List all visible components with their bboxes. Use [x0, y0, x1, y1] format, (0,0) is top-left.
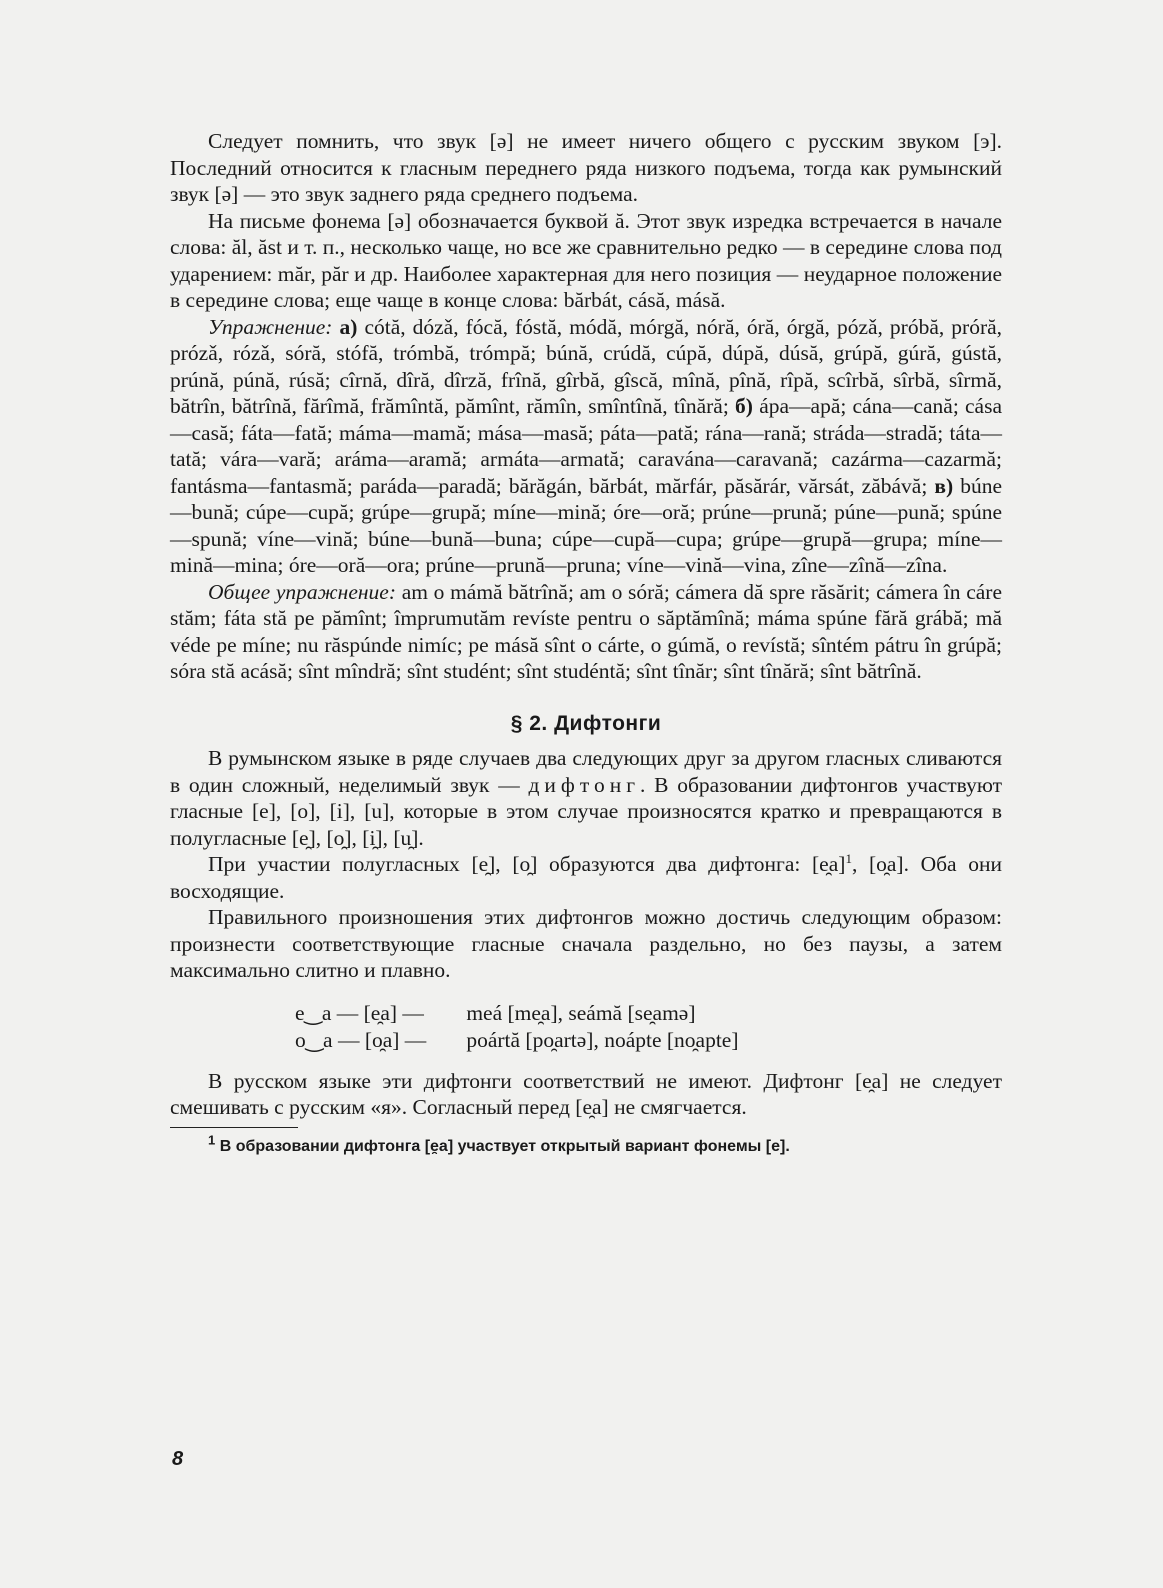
paragraph-diphthong-definition: [170, 745, 1002, 851]
semivowels-text-end: , [o̯a]. Оба они восходящие.: [170, 852, 1002, 903]
paragraph-russian-comparison: В русском языке эти дифтонги соответствий не имеют. Дифтонг [e̯a] не следует смешивать с русским «я». Согласный перед [e̯a] не смягчается.: [170, 1068, 1002, 1119]
footnote-divider: [170, 1127, 298, 1128]
page-body: [170, 128, 1002, 1158]
diphthong-table: [295, 1000, 749, 1054]
footnote-text: В образовании дифтонга [e̯a] участвует открытый вариант фонемы [e].: [219, 1137, 790, 1155]
diphthong-row: [295, 1000, 749, 1027]
general-exercise-label: Общее упражнение:: [208, 579, 396, 604]
page-number: 8: [172, 1448, 184, 1470]
paragraph-semivowels: [170, 851, 1002, 904]
term-diphthong: дифтонг: [528, 772, 641, 797]
footnote-mark: 1: [208, 1132, 216, 1148]
paragraph-schwa-spelling: На письме фонема [ə] обозначается буквой ă. Этот звук изредка встречается в начале слова: ăl, ăst и т. п., несколько чаще, но все же сравнительно редко — в середине слова под ударением: măr, păr и др. Наиболее характерная для него позиция — неударное положение в середине слова; еще чаще в конце слова: bărbát, cásă, másă.: [170, 208, 1002, 312]
diphthong-formula: o‿a — [o̯a] —: [295, 1027, 427, 1052]
exercise-v-words: búne—bună; cúpe—cupă; grúpe—grupă; míne—mină; óre—oră; prúne—prună; púne—pună; spúne—spună; víne—vină; búne—bună—buna; cúpe—cupă—cupa; grúpe—grupă—grupa; míne—mină—mina; óre—oră—ora; prúne—prună—pruna; víne—vină—vina, zîne—zînă—zîna.: [170, 473, 1003, 577]
general-exercise-paragraph: [170, 579, 1002, 685]
diphthong-row: [295, 1027, 749, 1054]
semivowels-text-start: При участии полугласных [e̯], [o̯] образуются два дифтонга: [e̯a]: [208, 852, 846, 876]
exercise-paragraph: [170, 314, 1002, 579]
footnote: [170, 1132, 1002, 1158]
paragraph-pronunciation: Правильного произношения этих дифтонгов можно достичь следующим образом: произнести соответствующие гласные сначала раздельно, но без паузы, а затем максимально слитно и плавно.: [170, 905, 1002, 982]
general-exercise-text: am o mámă bătrînă; am o sóră; cámera dă spre răsărit; cámera în cáre stăm; fáta stă pe pămînt; împrumutăm revíste pentru o săptămînă; máma spúne fără grábă; mă véde pe míne; nu răspúnde nimíc; pe másă sînt o cárte, o gúmă, o revístă; sîntém pátru în grúpă; sóra stă acásă; sînt mîndră; sînt studént; sînt studéntă; sînt tînăr; sînt tînără; sînt bătrînă.: [170, 579, 1003, 683]
exercise-a-label: а): [339, 314, 358, 339]
section-heading: § 2. Дифтонги: [510, 711, 662, 735]
diphthong-examples: meá [me̯a], seámă [se̯amə]: [466, 1000, 696, 1025]
diphthong-formula: e‿a — [e̯a] —: [295, 1000, 424, 1025]
footnote-ref: 1: [845, 850, 852, 866]
exercise-v-label: в): [934, 473, 954, 498]
exercise-label: Упражнение:: [208, 314, 333, 339]
exercise-b-label: б): [735, 394, 753, 418]
exercise-a-words: cótă, dózǎ, fócă, fóstă, módă, mórgă, nóră, óră, órgă, pózǎ, próbă, próră, prózǎ, rózǎ, sóră, stófă, trómbă, trómpă; búnă, crúdă, cúpă, dúpă, dúsă, grúpă, gúră, gústă, prúnă, púnă, rúsă; cîrnă, dîră, dîrză, frînă, gîrbă, gîscă, mînă, pînă, rîpă, scîrbă, sîrbă, sîrmă, bătrîn, bătrînă, fărîmă, frămîntă, pămînt, rămîn, smîntînă, tînără;: [170, 314, 1003, 418]
diphthong-examples: poártă [po̯artə], noápte [no̯apte]: [466, 1027, 739, 1052]
exercise-b-words: ápa—apă; cána—cană; cása—casă; fáta—fată; máma—mamă; mása—masă; páta—pată; rána—rană; stráda—stradă; táta—tată; vára—vară; aráma—aramă; armáta—armată; caravána—caravană; cazárma—cazarmă; fantásma—fantasmă; paráda—paradă; bărăgán, bărbát, mărfár, păsărár, vărsát, zăbávă;: [170, 394, 1003, 498]
paragraph-schwa-note: Следует помнить, что звук [ə] не имеет ничего общего с русским звуком [э]. Последний относится к гласным переднего ряда низкого подъема, тогда как румынский звук [ə] — это звук заднего ряда среднего подъема.: [170, 129, 1002, 206]
definition-text-start: В румынском языке в ряде случаев два следующих друг за другом гласных сливаются в один сложный, неделимый звук —: [170, 746, 1002, 797]
definition-text-end: . В образовании дифтонгов участвуют гласные [e], [o], [i], [u], которые в этом случае произносятся кратко и превращаются в полугласные [e̯], [o̯], [i̯], [u̯].: [170, 772, 1002, 850]
